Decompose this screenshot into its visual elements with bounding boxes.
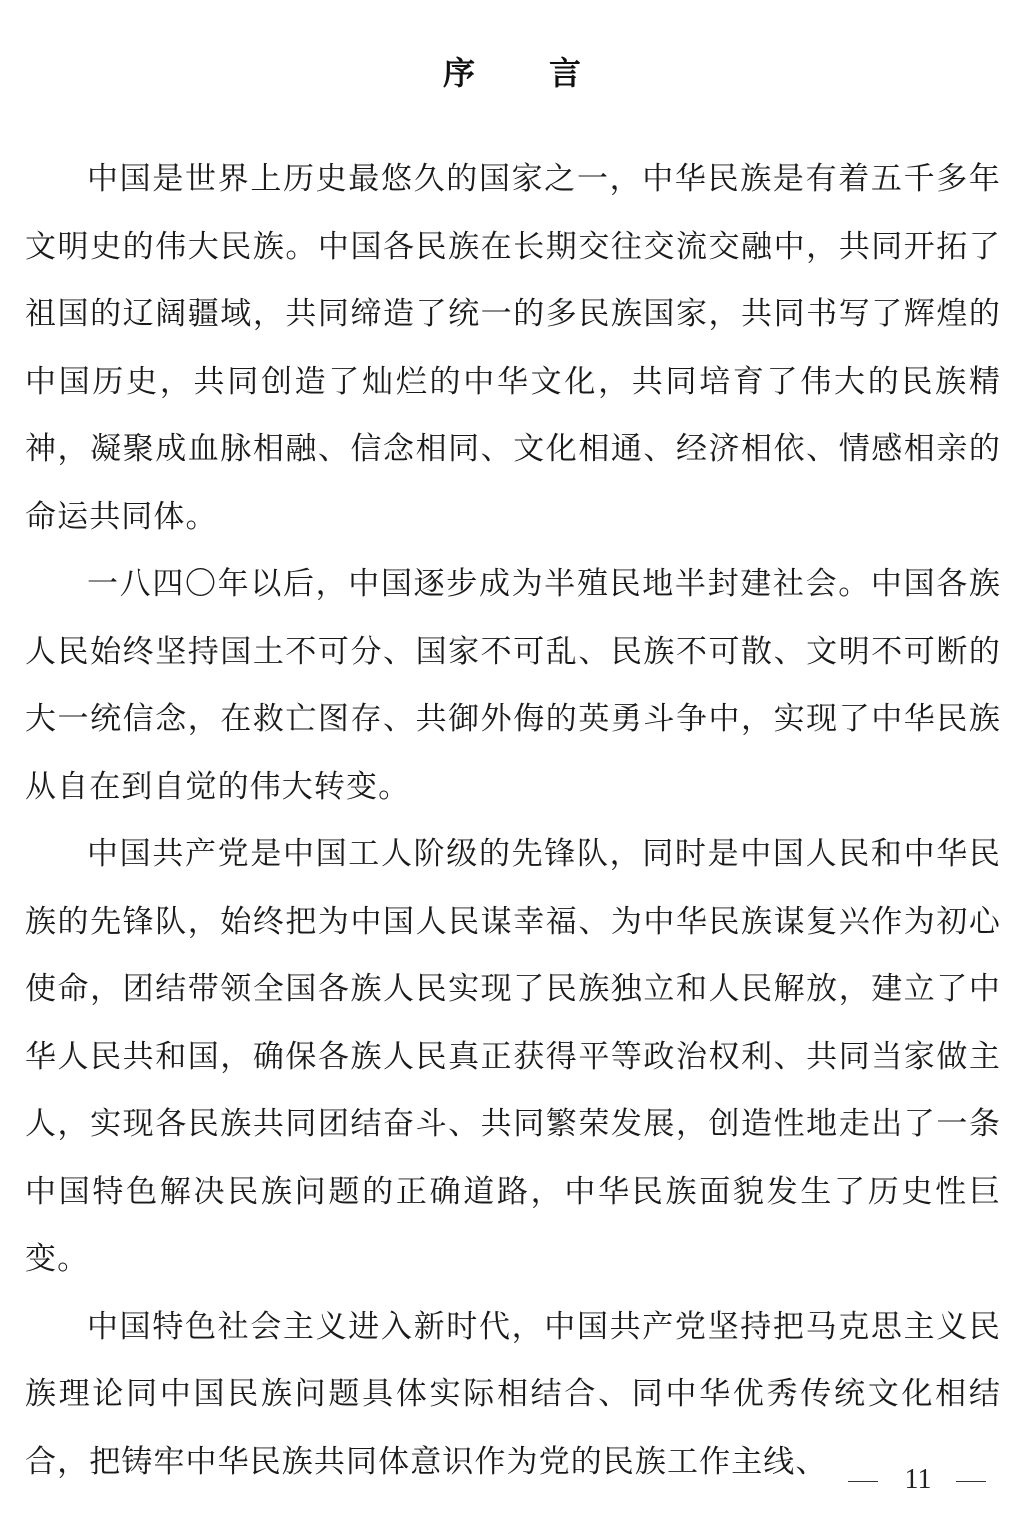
preface-body	[25, 146, 1001, 1496]
title-char-2: 言	[549, 54, 582, 92]
paragraph-1: 中国是世界上历史最悠久的国家之一，中华民族是有着五千多年文明史的伟大民族。中国各民族在长期交往交流交融中，共同开拓了祖国的辽阔疆域，共同缔造了统一的多民族国家，共同书写了辉煌的中国历史，共同创造了灿烂的中华文化，共同培育了伟大的民族精神，凝聚成血脉相融、信念相同、文化相通、经济相依、情感相亲的命运共同体。	[25, 161, 1001, 535]
page-footer	[0, 1462, 1024, 1502]
footer-dash-left	[848, 1481, 878, 1482]
paragraph-3: 中国共产党是中国工人阶级的先锋队，同时是中国人民和中华民族的先锋队，始终把为中国人民谋幸福、为中华民族谋复兴作为初心使命，团结带领全国各族人民实现了民族独立和人民解放，建立了中华人民共和国，确保各族人民真正获得平等政治权利、共同当家做主人，实现各民族共同团结奋斗、共同繁荣发展，创造性地走出了一条中国特色解决民族问题的正确道路，中华民族面貌发生了历史性巨变。	[25, 836, 1001, 1277]
page-number: 11	[904, 1464, 932, 1495]
title-char-1: 序	[442, 54, 475, 92]
page-title	[0, 48, 1024, 94]
paragraph-4: 中国特色社会主义进入新时代，中国共产党坚持把马克思主义民族理论同中国民族问题具体实际相结合、同中华优秀传统文化相结合，把铸牢中华民族共同体意识作为党的民族工作主线、	[25, 1308, 1001, 1480]
footer-dash-right	[956, 1481, 986, 1482]
paragraph-2: 一八四〇年以后，中国逐步成为半殖民地半封建社会。中国各族人民始终坚持国土不可分、国家不可乱、民族不可散、文明不可断的大一统信念，在救亡图存、共御外侮的英勇斗争中，实现了中华民族从自在到自觉的伟大转变。	[25, 566, 1001, 805]
